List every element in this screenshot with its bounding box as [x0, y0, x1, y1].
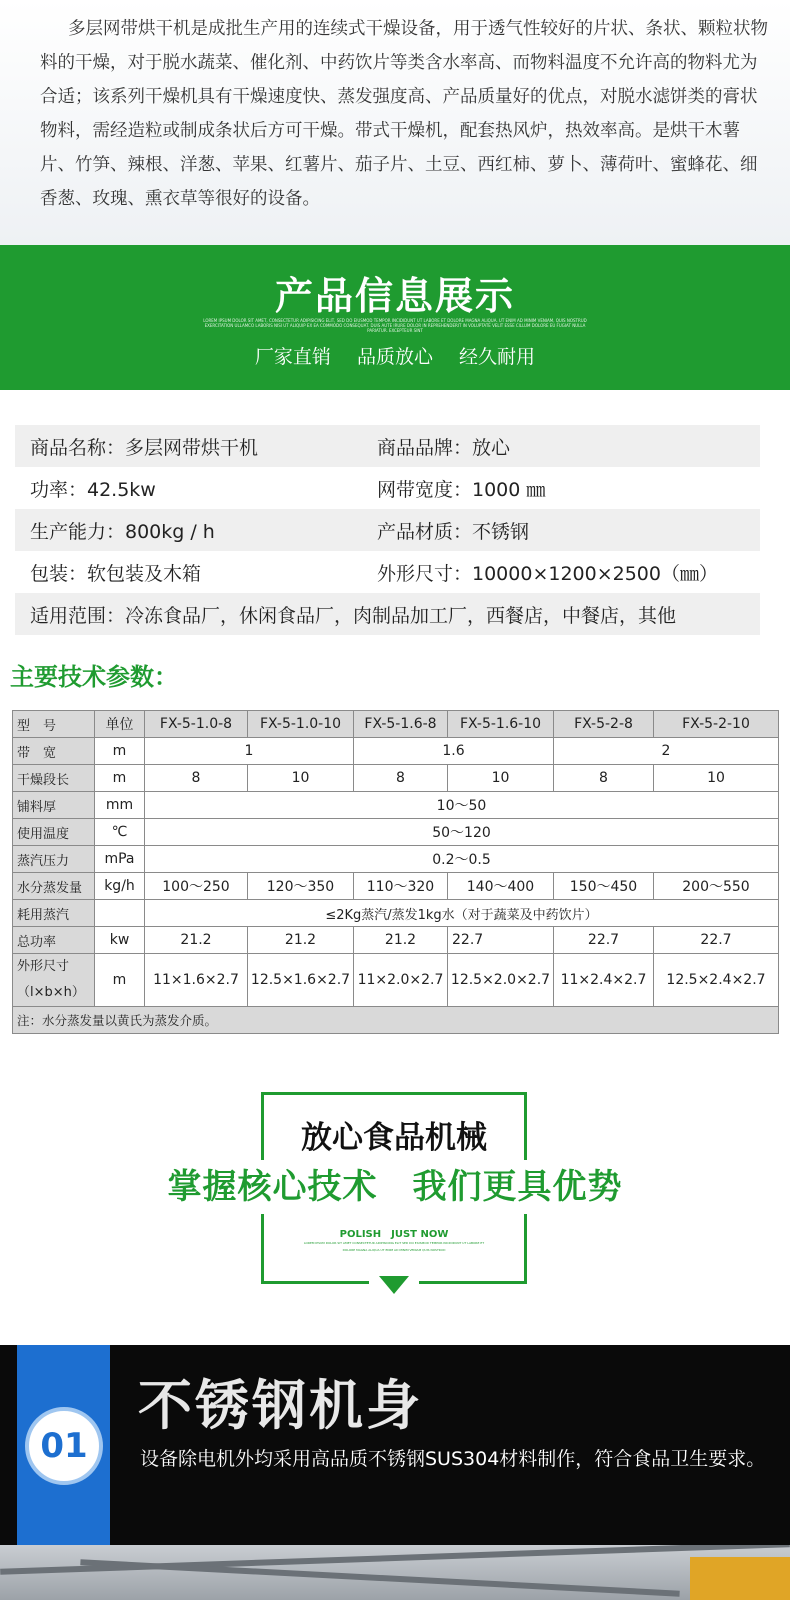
cell: 总功率: [13, 927, 95, 954]
cell: 11×2.4×2.7: [554, 954, 654, 1007]
cell: 140～400: [448, 873, 554, 900]
cell: kg/h: [95, 873, 145, 900]
cell: 100～250: [145, 873, 248, 900]
cell: 21.2: [354, 927, 448, 954]
cell: FX-5-1.0-8: [145, 711, 248, 738]
cell: 蒸汽压力: [13, 846, 95, 873]
cell: m: [95, 738, 145, 765]
belt-width: 网带宽度：1000 ㎜: [377, 478, 546, 501]
cell: 50～120: [145, 819, 779, 846]
cell: 带 宽: [13, 738, 95, 765]
feature-number-badge: 01: [25, 1407, 103, 1485]
dimensions: 外形尺寸：10000×1200×2500（㎜）: [377, 562, 718, 585]
info-row: [15, 509, 760, 551]
product-info-banner: [0, 245, 790, 390]
cell: 22.7: [554, 927, 654, 954]
table-row: [13, 819, 779, 846]
frame-line: [419, 1281, 527, 1284]
table-row: [13, 792, 779, 819]
cell: 110～320: [354, 873, 448, 900]
cell: 22.7: [448, 927, 554, 954]
cell: 11×1.6×2.7: [145, 954, 248, 1007]
feature-title: 不锈钢机身: [138, 1374, 423, 1437]
cell: 11×2.0×2.7: [354, 954, 448, 1007]
cell: 8: [354, 765, 448, 792]
cell: 耗用蒸汽: [13, 900, 95, 927]
cell: FX-5-1.0-10: [248, 711, 354, 738]
cell: 10: [448, 765, 554, 792]
table-row: [13, 711, 779, 738]
ceiling-beam: [80, 1559, 679, 1596]
cell: FX-5-1.6-8: [354, 711, 448, 738]
intro-section: [0, 0, 790, 245]
cell: 使用温度: [13, 819, 95, 846]
feature-description: 设备除电机外均采用高品质不锈钢SUS304材料制作，符合食品卫生要求。: [140, 1448, 766, 1470]
cell: m: [95, 765, 145, 792]
cell: 单位: [95, 711, 145, 738]
cell: 10～50: [145, 792, 779, 819]
table-row: [13, 927, 779, 954]
banner-slogans: [0, 342, 790, 369]
product-power: 功率：42.5kw: [30, 478, 156, 501]
cell: mm: [95, 792, 145, 819]
cell: 8: [145, 765, 248, 792]
capacity: 生产能力：800kg / h: [30, 520, 215, 543]
cell: 12.5×1.6×2.7: [248, 954, 354, 1007]
cell: 10: [248, 765, 354, 792]
cell: 21.2: [248, 927, 354, 954]
cell: 1: [145, 738, 354, 765]
slogan-1: 厂家直销: [254, 346, 331, 368]
cell: FX-5-1.6-10: [448, 711, 554, 738]
ceiling-beam: [0, 1545, 790, 1575]
packaging: 包装：软包装及木箱: [30, 562, 202, 585]
cell: 10: [654, 765, 779, 792]
polish-tiny-text: LOREM IPSUM DOLOR SIT AMET CONSECTETUR ADIPISICING ELIT SED DO EIUSMOD TEMPOR INCIDIDUNT UT LABORE ET DOLORE MAGNA ALIQUA UT ENIM AD MINIM VENIAM QUIS NOSTRUD: [303, 1241, 485, 1252]
info-row: [15, 467, 760, 509]
cell: kw: [95, 927, 145, 954]
factory-photo: [0, 1545, 790, 1600]
cell: 21.2: [145, 927, 248, 954]
cell: m: [95, 954, 145, 1007]
table-row: [13, 846, 779, 873]
cell: 2: [554, 738, 779, 765]
cell: 150～450: [554, 873, 654, 900]
product-brand: 商品品牌：放心: [377, 436, 511, 459]
cell: 水分蒸发量: [13, 873, 95, 900]
promo-subheading: 掌握核心技术 我们更具优势: [130, 1160, 660, 1214]
cell: ℃: [95, 819, 145, 846]
cell: 8: [554, 765, 654, 792]
slogan-3: 经久耐用: [459, 346, 536, 368]
cell: 型 号: [13, 711, 95, 738]
table-row: [13, 873, 779, 900]
spec-table: [12, 710, 779, 1034]
info-row: [15, 425, 760, 467]
cell: [95, 900, 145, 927]
feature-section: [0, 1345, 790, 1545]
table-row: [13, 900, 779, 927]
cell: FX-5-2-10: [654, 711, 779, 738]
cell: 干燥段长: [13, 765, 95, 792]
cell: 0.2～0.5: [145, 846, 779, 873]
banner-title: 产品信息展示: [274, 274, 515, 318]
table-row: [13, 954, 779, 1007]
intro-paragraph: 多层网带烘干机是成批生产用的连续式干燥设备，用于透气性较好的片状、条状、颗粒状物料的干燥，对于脱水蔬菜、催化剂、中药饮片等类含水率高、而物料温度不允许高的物料尤为合适；该系列干燥机具有干燥速度快、蒸发强度高、产品质量好的优点，对脱水滤饼类的膏状物料，需经造粒或制成条状后方可干燥。带式干燥机，配套热风炉，热效率高。是烘干木薯片、竹笋、辣根、洋葱、苹果、红薯片、茄子片、土豆、西红柿、萝卜、薄荷叶、蜜蜂花、细香葱、玫瑰、熏衣草等很好的设备。: [40, 19, 768, 209]
info-row: [15, 593, 760, 635]
slogan-2: 品质放心: [356, 346, 433, 368]
dim-label-2: （l×b×h）: [17, 985, 85, 1000]
material: 产品材质：不锈钢: [377, 520, 530, 543]
product-info-table: [15, 425, 760, 635]
tech-params-title: 主要技术参数：: [10, 663, 178, 691]
cell: 铺料厚: [13, 792, 95, 819]
banner-tiny-text: LOREM IPSUM DOLOR SIT AMET, CONSECTETUR ADIPISICING ELIT, SED DO EIUSMOD TEMPOR INCIDIDUNT UT LABORE ET DOLORE MAGNA ALIQUA. UT ENIM AD MINIM VENIAM, QUIS NOSTRUD EXERCITATION ULLAMCO LABORIS NISI UT ALIQUIP EX EA COMMODO CONSEQUAT. DUIS AUTE IRURE DOLOR IN REPREHENDERIT IN VOLUPTATE VELIT ESSE CILLUM DOLORE EU FUGIAT NULLA PARIATUR. EXCEPTEUR SINT: [203, 318, 587, 333]
table-row: [13, 738, 779, 765]
cell: mPa: [95, 846, 145, 873]
cell: 22.7: [654, 927, 779, 954]
product-name: 商品名称：多层网带烘干机: [30, 436, 259, 459]
cell: FX-5-2-8: [554, 711, 654, 738]
cell: 120～350: [248, 873, 354, 900]
cell: 1.6: [354, 738, 554, 765]
cell: [13, 954, 95, 1007]
frame-line: [261, 1281, 369, 1284]
down-arrow-icon: [379, 1276, 409, 1294]
table-note: 注：水分蒸发量以黄氏为蒸发介质。: [13, 1007, 779, 1034]
info-row: [15, 551, 760, 593]
cell: 200～550: [654, 873, 779, 900]
yellow-crane: [690, 1557, 790, 1600]
dim-label-1: 外形尺寸: [17, 959, 70, 974]
cell: 12.5×2.4×2.7: [654, 954, 779, 1007]
table-row: [13, 1007, 779, 1034]
promo-heading: 放心食品机械: [301, 1120, 487, 1156]
table-row: [13, 765, 779, 792]
application-scope: 适用范围：冷冻食品厂，休闲食品厂，肉制品加工厂，西餐店，中餐店，其他: [30, 604, 677, 627]
polish-label: POLISH JUST NOW: [339, 1229, 449, 1240]
cell: 12.5×2.0×2.7: [448, 954, 554, 1007]
cell: ≤2Kg蒸汽/蒸发1kg水（对于蔬菜及中药饮片）: [145, 900, 779, 927]
